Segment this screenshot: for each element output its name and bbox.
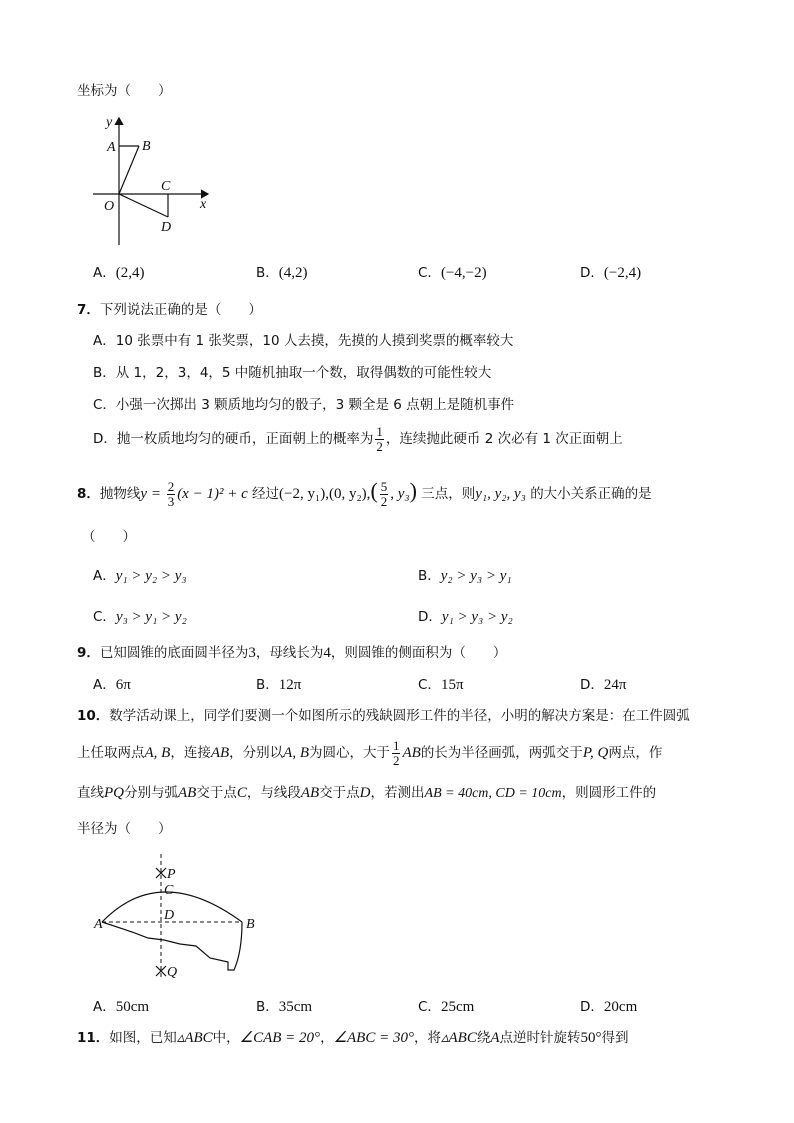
- q8-point-fraction: $\frac{5}{2}$: [380, 478, 388, 509]
- q9-option-a: A．6π: [93, 677, 131, 693]
- q10-option-c: C．25cm: [418, 999, 475, 1015]
- q6-stem-tail: 坐标为（ ）: [77, 83, 172, 99]
- q10-line-2: 上任取两点A, B，连接AB，分别以A, B为圆心，大于 $\frac{1}{2}$ AB的长为半径画弧，两弧交于P, Q两点，作: [77, 737, 663, 768]
- label-a: A: [94, 917, 103, 932]
- q6-option-b: B．(4,2): [256, 265, 308, 281]
- q10-line-1: 10．数学活动课上，同学们要测一个如图所示的残缺圆形工件的半径，小明的解决方案是：在工件圆弧: [77, 708, 690, 724]
- label-o: O: [104, 199, 115, 214]
- q8-option-d: D．y₁ > y₃ > y₂: [418, 609, 513, 625]
- q8-option-a: A．y₁ > y₂ > y₃: [93, 568, 187, 584]
- label-q: Q: [167, 965, 178, 980]
- label-a: A: [107, 140, 116, 155]
- q7-stem: 7．下列说法正确的是（ ）: [77, 302, 262, 318]
- label-y: y: [106, 115, 113, 130]
- q8-option-b: B．y₂ > y₃ > y₁: [418, 568, 512, 584]
- label-d: D: [161, 220, 172, 235]
- label-d: D: [164, 908, 175, 923]
- q8-paren: （ ）: [82, 529, 136, 545]
- label-b: B: [246, 917, 255, 932]
- q9-option-b: B．12π: [256, 677, 302, 693]
- q8-stem: 8．抛物线y = $\frac{2}{3}$ (x − 1)² + c 经过(−2, y₁),(0, y₂),( $\frac{5}{2}$ , y₃) 三点，则y₁, y₂, y₃ 的大小关系正确的是: [77, 478, 652, 509]
- q8-option-c: C．y₃ > y₁ > y₂: [93, 609, 187, 625]
- label-c: C: [164, 883, 174, 898]
- segment-ob: [119, 146, 139, 194]
- q7-option-d: D．抛一枚质地均匀的硬币，正面朝上的概率为 $\frac{1}{2}$ ，连续抛此硬币 2 次必有 1 次正面朝上: [93, 423, 623, 454]
- q11-stem: 11．如图，已知▵ABC中，∠CAB = 20°，∠ABC = 30°，将▵ABC绕A点逆时针旋转50°得到: [77, 1030, 629, 1046]
- q9-option-d: D．24π: [580, 677, 627, 693]
- q6-option-a: A．(2,4): [93, 265, 145, 281]
- fraction-half: $\frac{1}{2}$: [376, 423, 383, 454]
- q6-coordinate-figure: [90, 112, 240, 252]
- q10-option-d: D．20cm: [580, 999, 638, 1015]
- q9-stem: 9．已知圆锥的底面圆半径为3，母线长为4，则圆锥的侧面积为（ ）: [77, 645, 507, 661]
- q6-option-c: C．(−4,−2): [418, 265, 487, 281]
- q10-option-b: B．35cm: [256, 999, 313, 1015]
- label-p: P: [167, 867, 176, 882]
- q10-workpiece-figure: [92, 852, 262, 992]
- q9-option-c: C．15π: [418, 677, 464, 693]
- broken-edge: [102, 922, 242, 970]
- q8-coef-fraction: $\frac{2}{3}$: [167, 478, 175, 509]
- q6-option-d: D．(−2,4): [580, 265, 642, 281]
- q7-option-a: A．10 张票中有 1 张奖票，10 人去摸，先摸的人摸到奖票的概率较大: [93, 333, 514, 349]
- segment-od: [119, 194, 168, 217]
- q7-option-b: B．从 1，2，3，4，5 中随机抽取一个数，取得偶数的可能性较大: [93, 365, 492, 381]
- label-x: x: [200, 197, 207, 212]
- label-b: B: [142, 139, 151, 154]
- q10-fraction-half: $\frac{1}{2}$: [392, 737, 400, 768]
- q7-option-c: C．小强一次掷出 3 颗质地均匀的骰子，3 颗全是 6 点朝上是随机事件: [93, 397, 515, 413]
- label-c: C: [161, 179, 171, 194]
- q10-line-3: 直线PQ分别与弧AB交于点C，与线段AB交于点D，若测出AB = 40cm, CD = 10cm，则圆形工件的: [77, 785, 657, 801]
- q10-line-4: 半径为（ ）: [77, 821, 172, 837]
- q10-option-a: A．50cm: [93, 999, 150, 1015]
